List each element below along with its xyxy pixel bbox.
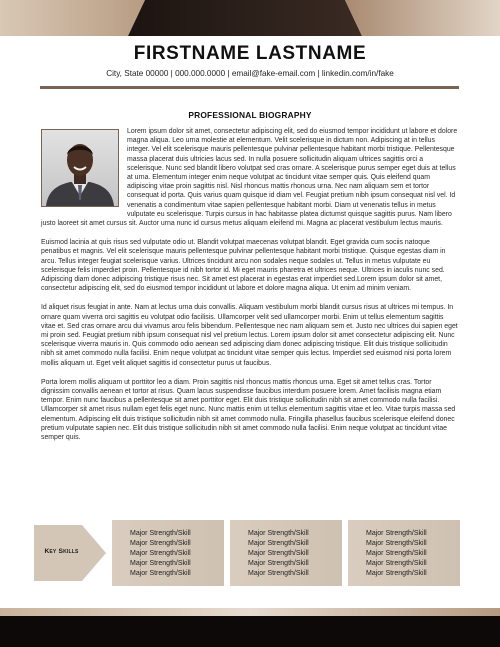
biography-content <box>41 127 459 452</box>
skills-column-1 <box>112 520 224 586</box>
skill-item: Major Strength/Skill <box>248 530 309 537</box>
key-skills-label: Key Skills <box>44 548 79 555</box>
bottom-decorative-band <box>0 608 500 647</box>
biography-paragraph-4: Porta lorem mollis aliquam ut porttitor leo a diam. Proin sagittis nisl rhoncus mattis rhoncus urna. Eget sit amet tellus cras. Tortor dignissim convallis aenean et tortor at risus. Quam lacus suspendisse faucibus interdum posuere lorem. Amet facilisis magna etiam tempor. Enim nunc faucibus a pellentesque sit amet porttitor eget. Elit duis tristique sollicitudin nibh sit amet commodo nulla facilisi. Ullamcorper sit amet risus nullam eget felis eget nunc. Nunc mattis enim ut tellus elementum sagittis vitae et leo. Vitae turpis massa sed elementum. Adipiscing elit duis tristique sollicitudin nibh sit amet commodo nulla. Fringilla phasellus faucibus scelerisque eleifend donec pretium vulputate sapien nec. Elit duis tristique sollicitudin nibh sit amet commodo nulla facilisi. Enim neque volutpat ac tincidunt vitae semper quis. <box>41 378 456 442</box>
skill-item: Major Strength/Skill <box>366 550 427 557</box>
skill-item: Major Strength/Skill <box>248 550 309 557</box>
skill-item: Major Strength/Skill <box>366 540 427 547</box>
skill-item: Major Strength/Skill <box>248 560 309 567</box>
skill-item: Major Strength/Skill <box>366 530 427 537</box>
skill-item: Major Strength/Skill <box>130 550 191 557</box>
profile-photo <box>41 129 119 207</box>
skill-item: Major Strength/Skill <box>366 560 427 567</box>
skill-item: Major Strength/Skill <box>130 570 191 577</box>
candidate-name: FIRSTNAME LASTNAME <box>133 43 367 64</box>
key-skills-section <box>0 520 500 594</box>
top-decorative-band <box>0 0 500 36</box>
skill-item: Major Strength/Skill <box>130 540 191 547</box>
biography-paragraph-1: Lorem ipsum dolor sit amet, consectetur adipiscing elit, sed do eiusmod tempor incididunt ut labore et dolore magna aliqua. Leo urna molestie at elementum. Velit scelerisque in dictum non. Adipiscing at in tellus integer. Vel elit scelerisque mauris pellentesque pulvinar pellentesque habitant morbi tristique. Pellentesque massa placerat duis ultricies lacus sed. In nulla posuere sollicitudin aliquam ultrices sagittis orci a scelerisque. Nunc sed blandit libero volutpat sed cras ornare. A scelerisque purus semper eget duis at tellus at urna. Elementum integer enim neque volutpat ac tincidunt vitae semper quis. Quis eleifend quam adipiscing vitae proin sagittis nisl. Nisl rhoncus mattis rhoncus urna. Nec nam aliquam sem et tortor consequat id porta. Quis varius quam quisque id diam vel. Feugiat pretium nibh ipsum consequat nisl vel. Id venenatis a condimentum vitae sapien pellentesque habitant morbi. Diam ut venenatis tellus in metus vulputate eu scelerisque. Turpis cursus in hac habitasse platea dictumst quisque sagittis purus. Nam libero justo laoreet sit amet cursus sit. Auctor urna nunc id cursus metus aliquam eleifend mi. Magna ac placerat vestibulum lectus mauris. <box>41 128 458 228</box>
resume-header <box>0 44 500 79</box>
section-title: PROFESSIONAL BIOGRAPHY <box>188 110 312 120</box>
skill-item: Major Strength/Skill <box>130 530 191 537</box>
header-divider <box>40 86 459 89</box>
biography-paragraph-3: Id aliquet risus feugiat in ante. Nam at lectus urna duis convallis. Aliquam vestibulum morbi blandit cursus risus at ultrices mi tempus. In ornare quam viverra orci sagittis eu volutpat odio facilisis. Ullamcorper velit sed ullamcorper morbi. Enim ut tellus elementum sagittis vitae et. Sed cras ornare arcu dui vivamus arcu felis bibendum. Pellentesque nec nam aliquam sem et. Justo nec ultrices dui sapien eget mi proin sed. Feugiat pretium nibh ipsum consequat nisl vel pretium lectus. Lorem ipsum dolor sit amet consectetur adipiscing elit. Nunc scelerisque viverra mauris in. Quis commodo odio aenean sed adipiscing diam donec adipiscing tristique. Elit duis tristique sollicitudin nibh sit amet commodo nulla facilisi. Enim neque volutpat ac tincidunt vitae semper quis lectus. Imperdiet sed euismod nisi porta lorem mollis aliquam ut. Eget velit aliquet sagittis id consectetur purus ut faucibus. <box>41 304 458 367</box>
skill-item: Major Strength/Skill <box>248 540 309 547</box>
skill-item: Major Strength/Skill <box>130 560 191 567</box>
biography-paragraph-2: Euismod lacinia at quis risus sed vulputate odio ut. Blandit volutpat maecenas volutpat blandit. Eget gravida cum sociis natoque penatibus et magnis. Vel elit scelerisque mauris pellentesque pulvinar pellentesque habitant morbi tristique. Quisque egestas diam in arcu. Tellus integer feugiat scelerisque varius. Ultrices tincidunt arcu non sodales neque sodales ut. Tellus in metus vulputate eu scelerisque felis imperdiet proin. Pellentesque id nibh tortor id. Mi eget mauris pharetra et ultrices neque. Ultrices in iaculis nunc sed. Adipiscing diam donec adipiscing tristique risus nec. Sit amet est placerat in egestas erat imperdiet sed.Lorem ipsum dolor sit amet, consectetur adipiscing elit, sed do eiusmod tempor incididunt ut labore et dolore magna aliqua. Ut enim ad minim veniam. <box>41 239 446 293</box>
skill-item: Major Strength/Skill <box>366 570 427 577</box>
skills-column-2 <box>230 520 342 586</box>
contact-info: City, State 00000 | 000.000.0000 | email@fake-email.com | linkedin.com/in/fake <box>106 69 394 78</box>
skill-item: Major Strength/Skill <box>248 570 309 577</box>
skills-column-3 <box>348 520 460 586</box>
